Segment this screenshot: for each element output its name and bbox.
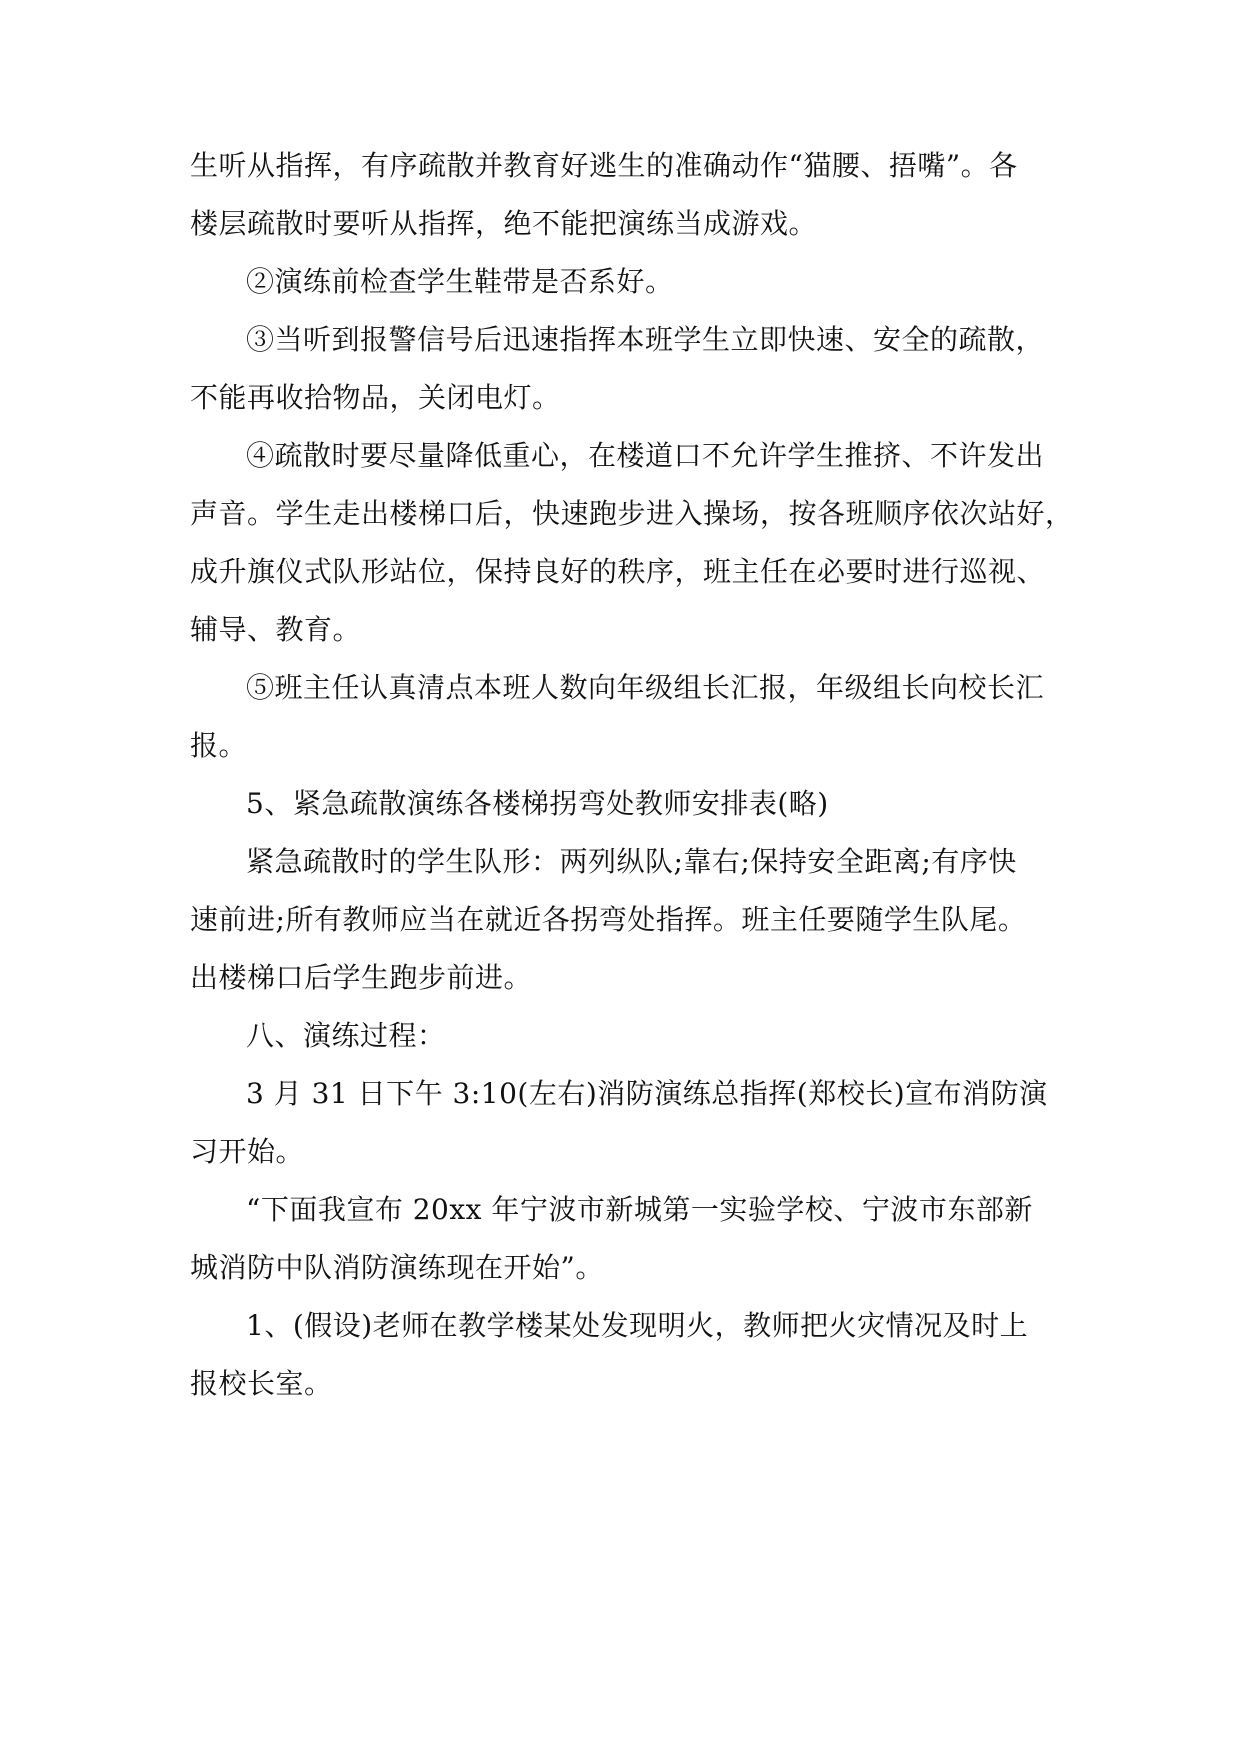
text-line: 不能再收拾物品，关闭电灯。 — [190, 381, 561, 414]
text-line: 1、(假设)老师在教学楼某处发现明火，教师把火灾情况及时上 — [246, 1309, 1029, 1342]
text-line: 辅导、教育。 — [190, 613, 362, 646]
text-line: 生听从指挥，有序疏散并教育好逃生的准确动作“猫腰、捂嘴”。各 — [190, 149, 1018, 182]
text-line: 声音。学生走出楼梯口后，快速跑步进入操场，按各班顺序依次站好， — [190, 497, 1074, 530]
text-line: 习开始。 — [190, 1135, 305, 1168]
text-line: ⑤班主任认真清点本班人数向年级组长汇报，年级组长向校长汇 — [246, 671, 1045, 704]
text-line: 紧急疏散时的学生队形：两列纵队;靠右;保持安全距离;有序快 — [246, 845, 1017, 878]
text-line: 八、演练过程： — [246, 1019, 446, 1052]
text-line: 城消防中队消防演练现在开始”。 — [190, 1251, 604, 1284]
text-line: 5、紧急疏散演练各楼梯拐弯处教师安排表(略) — [246, 787, 829, 820]
text-line: ④疏散时要尽量降低重心，在楼道口不允许学生推挤、不许发出 — [246, 439, 1045, 472]
text-line: 楼层疏散时要听从指挥，绝不能把演练当成游戏。 — [190, 207, 818, 240]
text-line: ③当听到报警信号后迅速指挥本班学生立即快速、安全的疏散， — [246, 323, 1045, 356]
text-line: 成升旗仪式队形站位，保持良好的秩序，班主任在必要时进行巡视、 — [190, 555, 1046, 588]
text-line: 出楼梯口后学生跑步前进。 — [190, 961, 533, 994]
text-line: 速前进;所有教师应当在就近各拐弯处指挥。班主任要随学生队尾。 — [190, 903, 1027, 936]
text-line: “下面我宣布 20xx 年宁波市新城第一实验学校、宁波市东部新 — [246, 1193, 1033, 1226]
text-line: 3 月 31 日下午 3:10(左右)消防演练总指挥(郑校长)宣布消防演 — [246, 1077, 1048, 1110]
text-line: 报校长室。 — [190, 1367, 333, 1400]
text-line: ②演练前检查学生鞋带是否系好。 — [246, 265, 674, 298]
text-line: 报。 — [190, 729, 248, 762]
